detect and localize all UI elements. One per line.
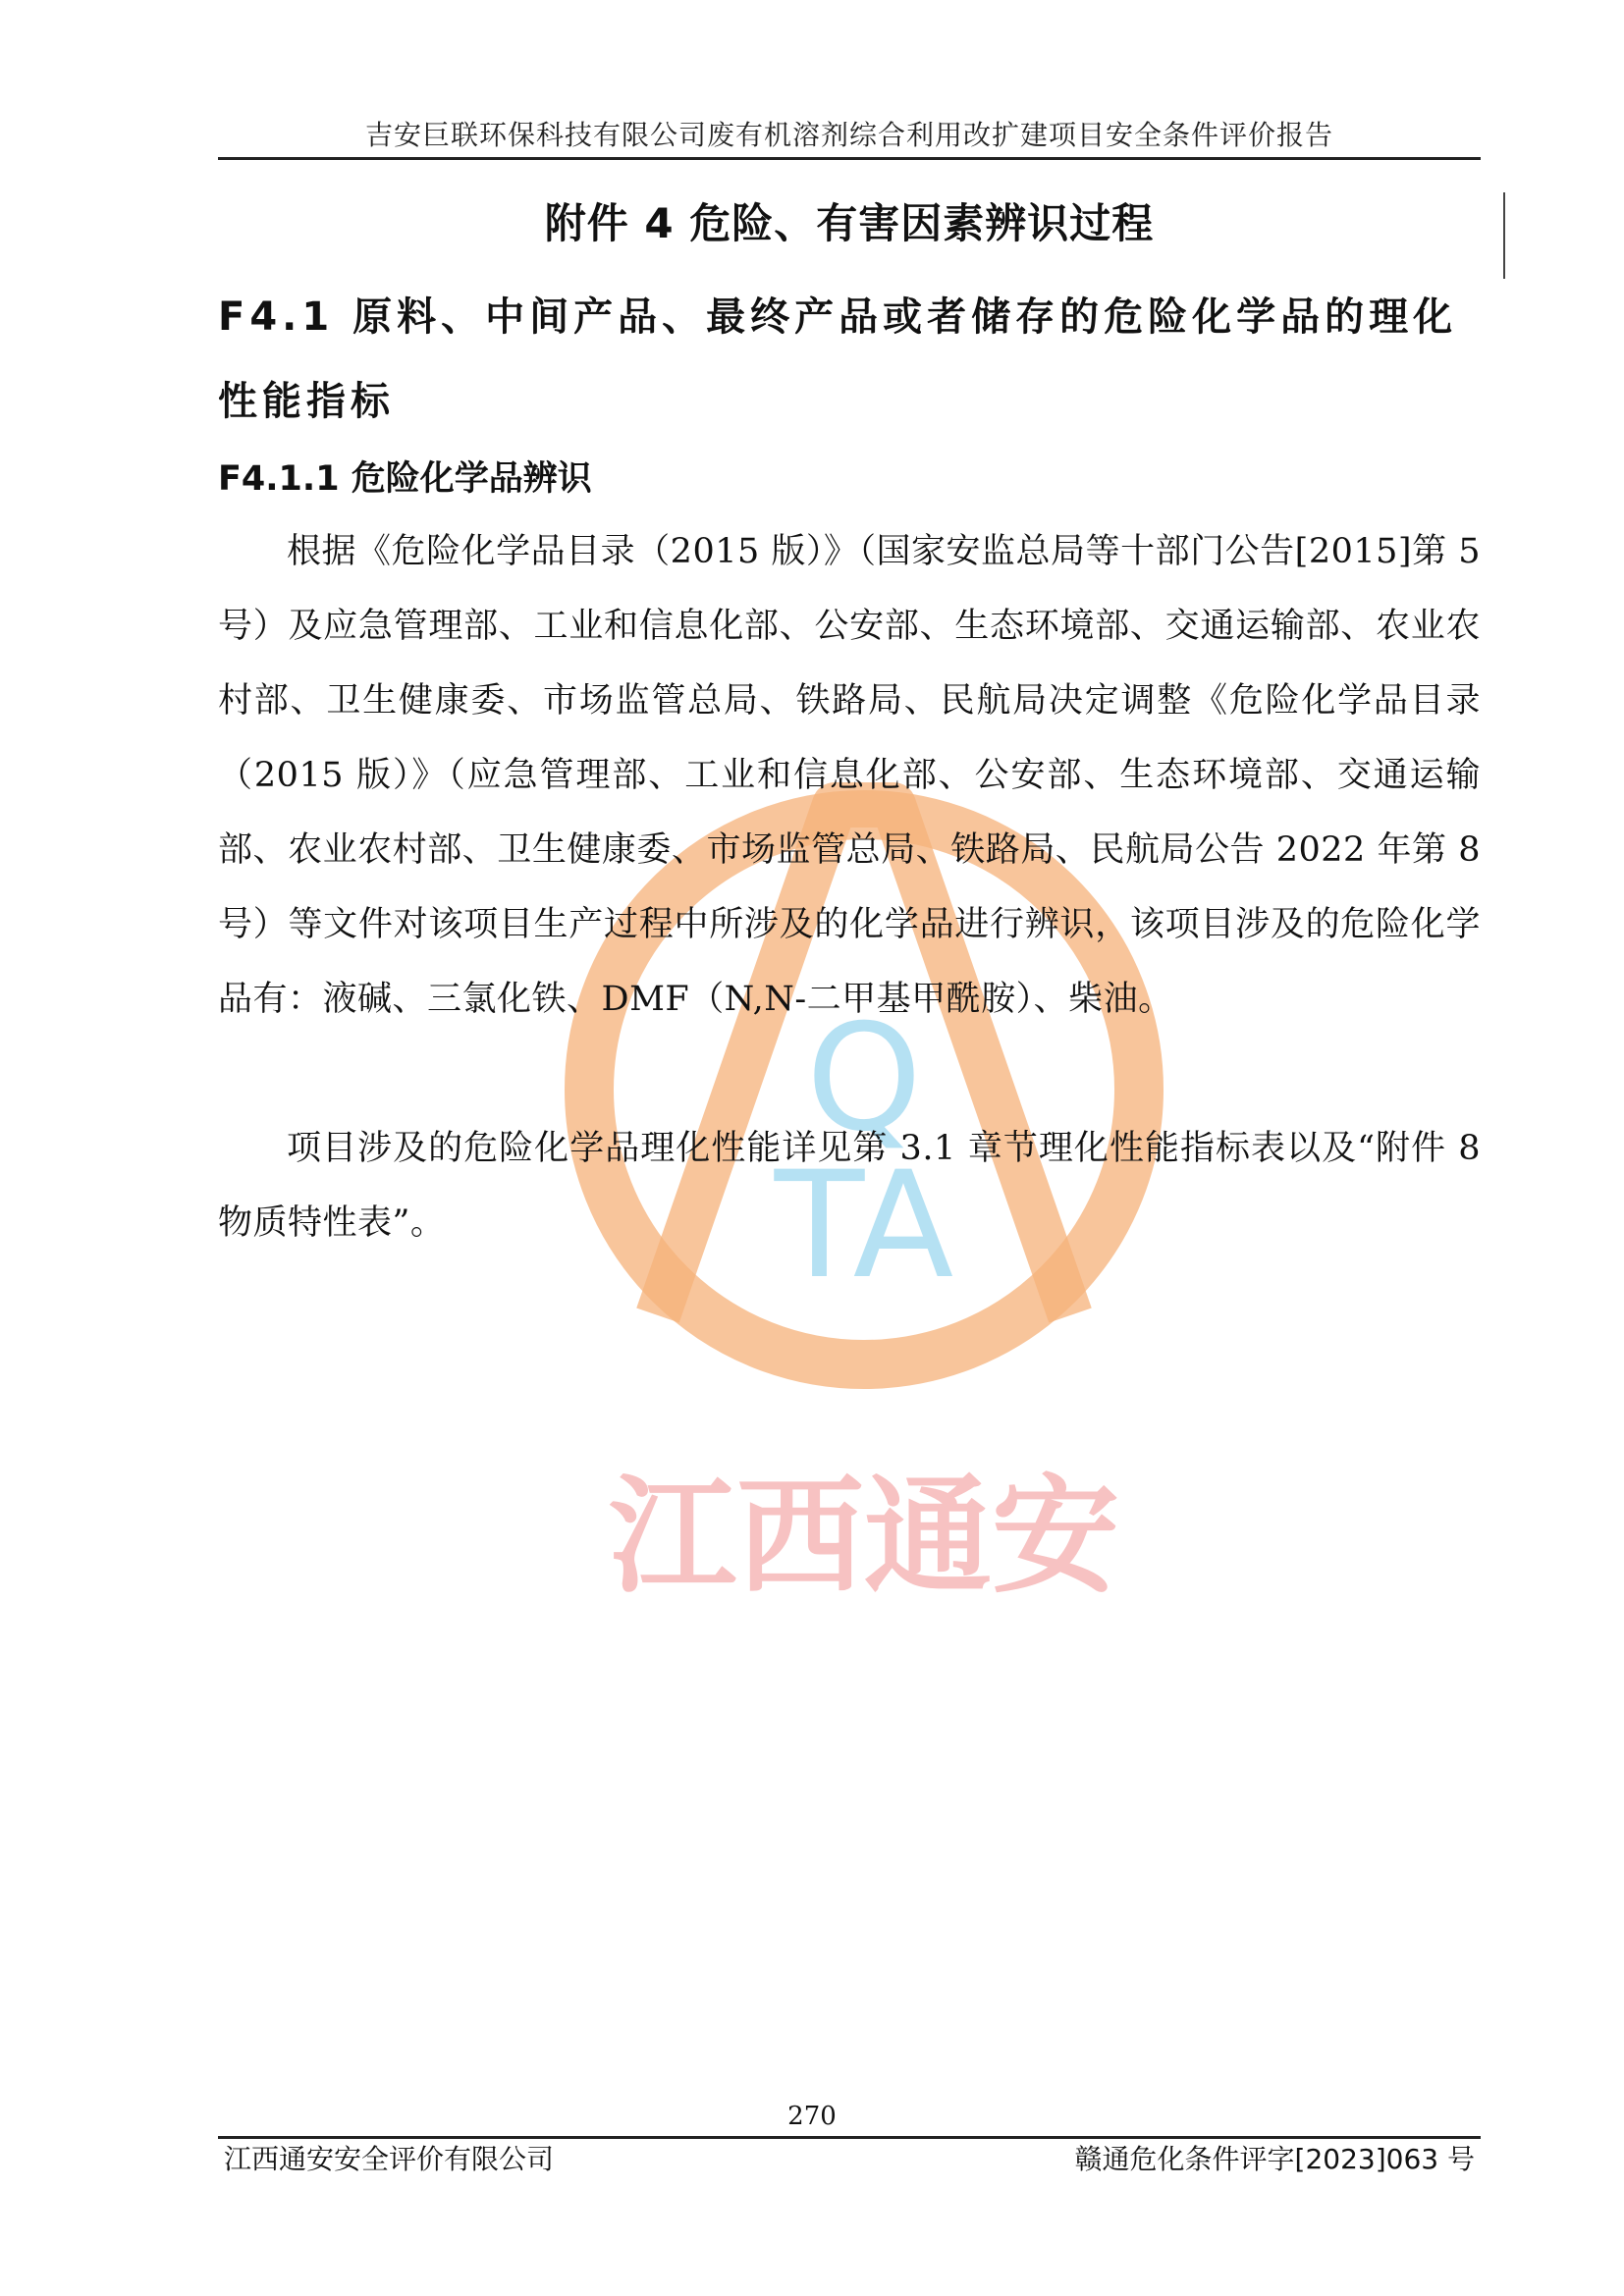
body-paragraph-2: 项目涉及的危险化学品理化性能详见第 3.1 章节理化性能指标表以及“附件 8 物质特性表”。: [218, 1129, 1481, 1243]
footer-rule: [218, 2136, 1481, 2139]
header-rule: [218, 157, 1481, 160]
margin-mark: [1503, 192, 1505, 279]
page-header-title: 吉安巨联环保科技有限公司废有机溶剂综合利用改扩建项目安全条件评价报告: [364, 119, 1333, 151]
footer-company: 江西通安安全评价有限公司: [224, 2143, 555, 2175]
body-paragraph-1: 根据《危险化学品目录（2015 版）》（国家安监总局等十部门公告[2015]第 5 号）及应急管理部、工业和信息化部、公安部、生态环境部、交通运输部、农业农村部、卫生健康委、市场监管总局、铁路局、民航局决定调整《危险化学品目录（2015 版）》（应急管理部、工业和信息化部、公安部、生态环境部、交通运输部、农业农村部、卫生健康委、市场监管总局、铁路局、民航局公告 2022 年第 8 号）等文件对该项目生产过程中所涉及的化学品进行辨识，该项目涉及的危险化学品有：液碱、三氯化铁、DMF（N,N-二甲基甲酰胺）、柴油。: [218, 532, 1481, 1019]
watermark-company-text: 江西通安: [608, 1462, 1120, 1611]
watermark-letter-q: Q: [805, 993, 923, 1164]
footer-doc-number: 赣通危化条件评字[2023]063 号: [1074, 2143, 1475, 2175]
page-number: 270: [787, 2102, 837, 2131]
attachment-title: 附件 4 危险、有害因素辨识过程: [544, 199, 1155, 247]
subsection-heading: F4.1.1 危险化学品辨识: [218, 459, 592, 499]
section-heading: F4.1 原料、中间产品、最终产品或者储存的危险化学品的理化性能指标: [218, 294, 1458, 424]
watermark-letters-ta: TA: [774, 1141, 954, 1311]
